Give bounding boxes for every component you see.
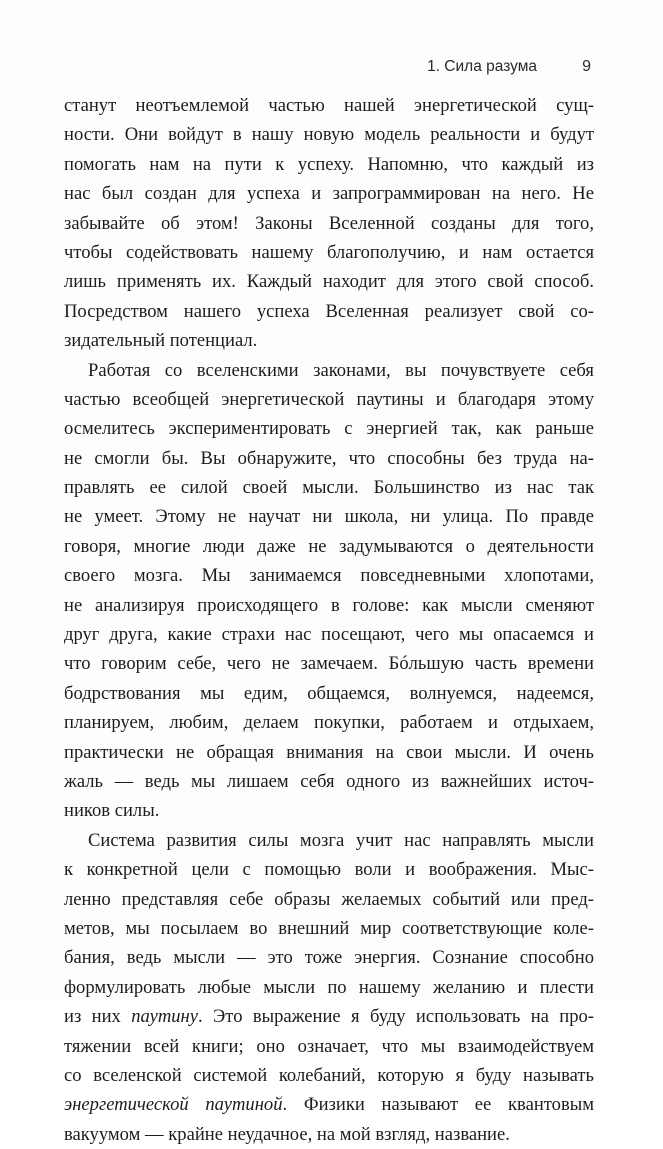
text-run: . Это выражение я буду использовать на про-: [198, 1006, 594, 1028]
text-run: из них: [64, 1006, 132, 1028]
running-header: [64, 58, 595, 80]
text-run: чтобы содействовать нашему благополучию, и нам остается: [64, 241, 594, 263]
text-run: планируем, любим, делаем покупки, работаем и отдыхаем,: [64, 712, 594, 734]
text-line: [64, 738, 594, 767]
text-line: [64, 414, 594, 443]
text-run: говоря, многие люди даже не задумываются о деятельности: [64, 535, 594, 557]
text-run: ленно представляя себе образы желаемых событий или пред-: [64, 888, 594, 910]
text-run: нас был создан для успеха и запрограммирован на него. Не: [64, 183, 594, 205]
text-line: [64, 943, 594, 972]
text-run: . Физики называют ее квантовым: [282, 1094, 594, 1116]
text-run: бания, ведь мысли — это тоже энергия. Сознание способно: [64, 947, 594, 969]
text-run: помогать нам на пути к успеху. Напомню, что каждый из: [64, 153, 594, 175]
text-run: ников силы.: [64, 800, 160, 822]
text-run: Система развития силы мозга учит нас направлять мысли: [88, 829, 594, 851]
text-line: [64, 561, 594, 590]
text-line: [64, 1090, 594, 1119]
chapter-title: 1. Сила разума: [427, 58, 537, 75]
text-line: [64, 356, 594, 385]
text-run: осмелитесь экспериментировать с энергией так, как раньше: [64, 418, 594, 440]
text-run: частью всеобщей энергетической паутины и благодаря этому: [64, 388, 594, 410]
text-run: Посредством нашего успеха Вселенная реализует свой со-: [64, 300, 594, 322]
text-line: [64, 1120, 594, 1149]
text-line: [64, 297, 594, 326]
text-run: не смогли бы. Вы обнаружите, что способны без труда на-: [64, 447, 594, 469]
text-line: [64, 973, 594, 1002]
italic-term: паутину: [131, 1006, 199, 1028]
text-run: что говорим себе, чего не замечаем. Бóльшую часть времени: [64, 653, 594, 675]
text-run: ности. Они войдут в нашу новую модель реальности и будут: [64, 124, 594, 146]
text-run: станут неотъемлемой частью нашей энергетической сущ-: [64, 95, 594, 116]
text-line: [64, 826, 594, 855]
text-run: Работая со вселенскими законами, вы почувствуете себя: [88, 359, 594, 381]
text-line: [64, 209, 594, 238]
text-line: [64, 532, 594, 561]
text-run: забывайте об этом! Законы Вселенной созданы для того,: [64, 212, 594, 234]
text-run: метов, мы посылаем во внешний мир соответствующие коле-: [64, 917, 594, 939]
text-run: жаль — ведь мы лишаем себя одного из важнейших источ-: [64, 770, 594, 792]
text-line: [64, 91, 594, 120]
text-line: [64, 120, 594, 149]
text-run: правлять ее силой своей мысли. Большинство из нас так: [64, 477, 594, 499]
paragraph: [64, 826, 594, 1149]
text-line: [64, 267, 594, 296]
text-run: зидательный потенциал.: [64, 330, 258, 352]
text-line: [64, 385, 594, 414]
text-line: [64, 708, 594, 737]
text-line: [64, 855, 594, 884]
text-line: [64, 649, 594, 678]
text-line: [64, 796, 594, 825]
text-line: [64, 1002, 594, 1031]
text-run: не умеет. Этому не научат ни школа, ни улица. По правде: [64, 506, 594, 528]
text-run: друг друга, какие страхи нас посещают, чего мы опасаемся и: [64, 624, 594, 646]
text-line: [64, 679, 594, 708]
page-number: 9: [582, 58, 591, 75]
text-line: [64, 473, 594, 502]
text-line: [64, 767, 594, 796]
text-run: лишь применять их. Каждый находит для этого свой способ.: [64, 271, 594, 293]
text-line: [64, 1032, 594, 1061]
body-text: [64, 91, 594, 1149]
text-line: [64, 238, 594, 267]
text-run: тяжении всей книги; оно означает, что мы взаимодействуем: [64, 1035, 594, 1057]
paragraph: [64, 356, 594, 826]
text-line: [64, 502, 594, 531]
text-line: [64, 591, 594, 620]
text-run: формулировать любые мысли по нашему желанию и плести: [64, 976, 594, 998]
italic-term: энергетической паутиной: [64, 1094, 283, 1116]
text-run: бодрствования мы едим, общаемся, волнуемся, надеемся,: [64, 682, 594, 704]
text-line: [64, 444, 594, 473]
text-run: не анализируя происходящего в голове: как мысли сменяют: [64, 594, 594, 616]
text-line: [64, 885, 594, 914]
text-run: к конкретной цели с помощью воли и воображения. Мыс-: [64, 859, 594, 881]
text-line: [64, 326, 594, 355]
text-run: со вселенской системой колебаний, которую я буду называть: [64, 1064, 594, 1086]
text-line: [64, 914, 594, 943]
text-line: [64, 1061, 594, 1090]
text-run: вакуумом — крайне неудачное, на мой взгляд, название.: [64, 1123, 510, 1145]
text-line: [64, 620, 594, 649]
text-line: [64, 179, 594, 208]
text-line: [64, 150, 594, 179]
text-run: своего мозга. Мы занимаемся повседневными хлопотами,: [64, 565, 594, 587]
paragraph: [64, 91, 594, 356]
text-run: практически не обращая внимания на свои мысли. И очень: [64, 741, 594, 763]
